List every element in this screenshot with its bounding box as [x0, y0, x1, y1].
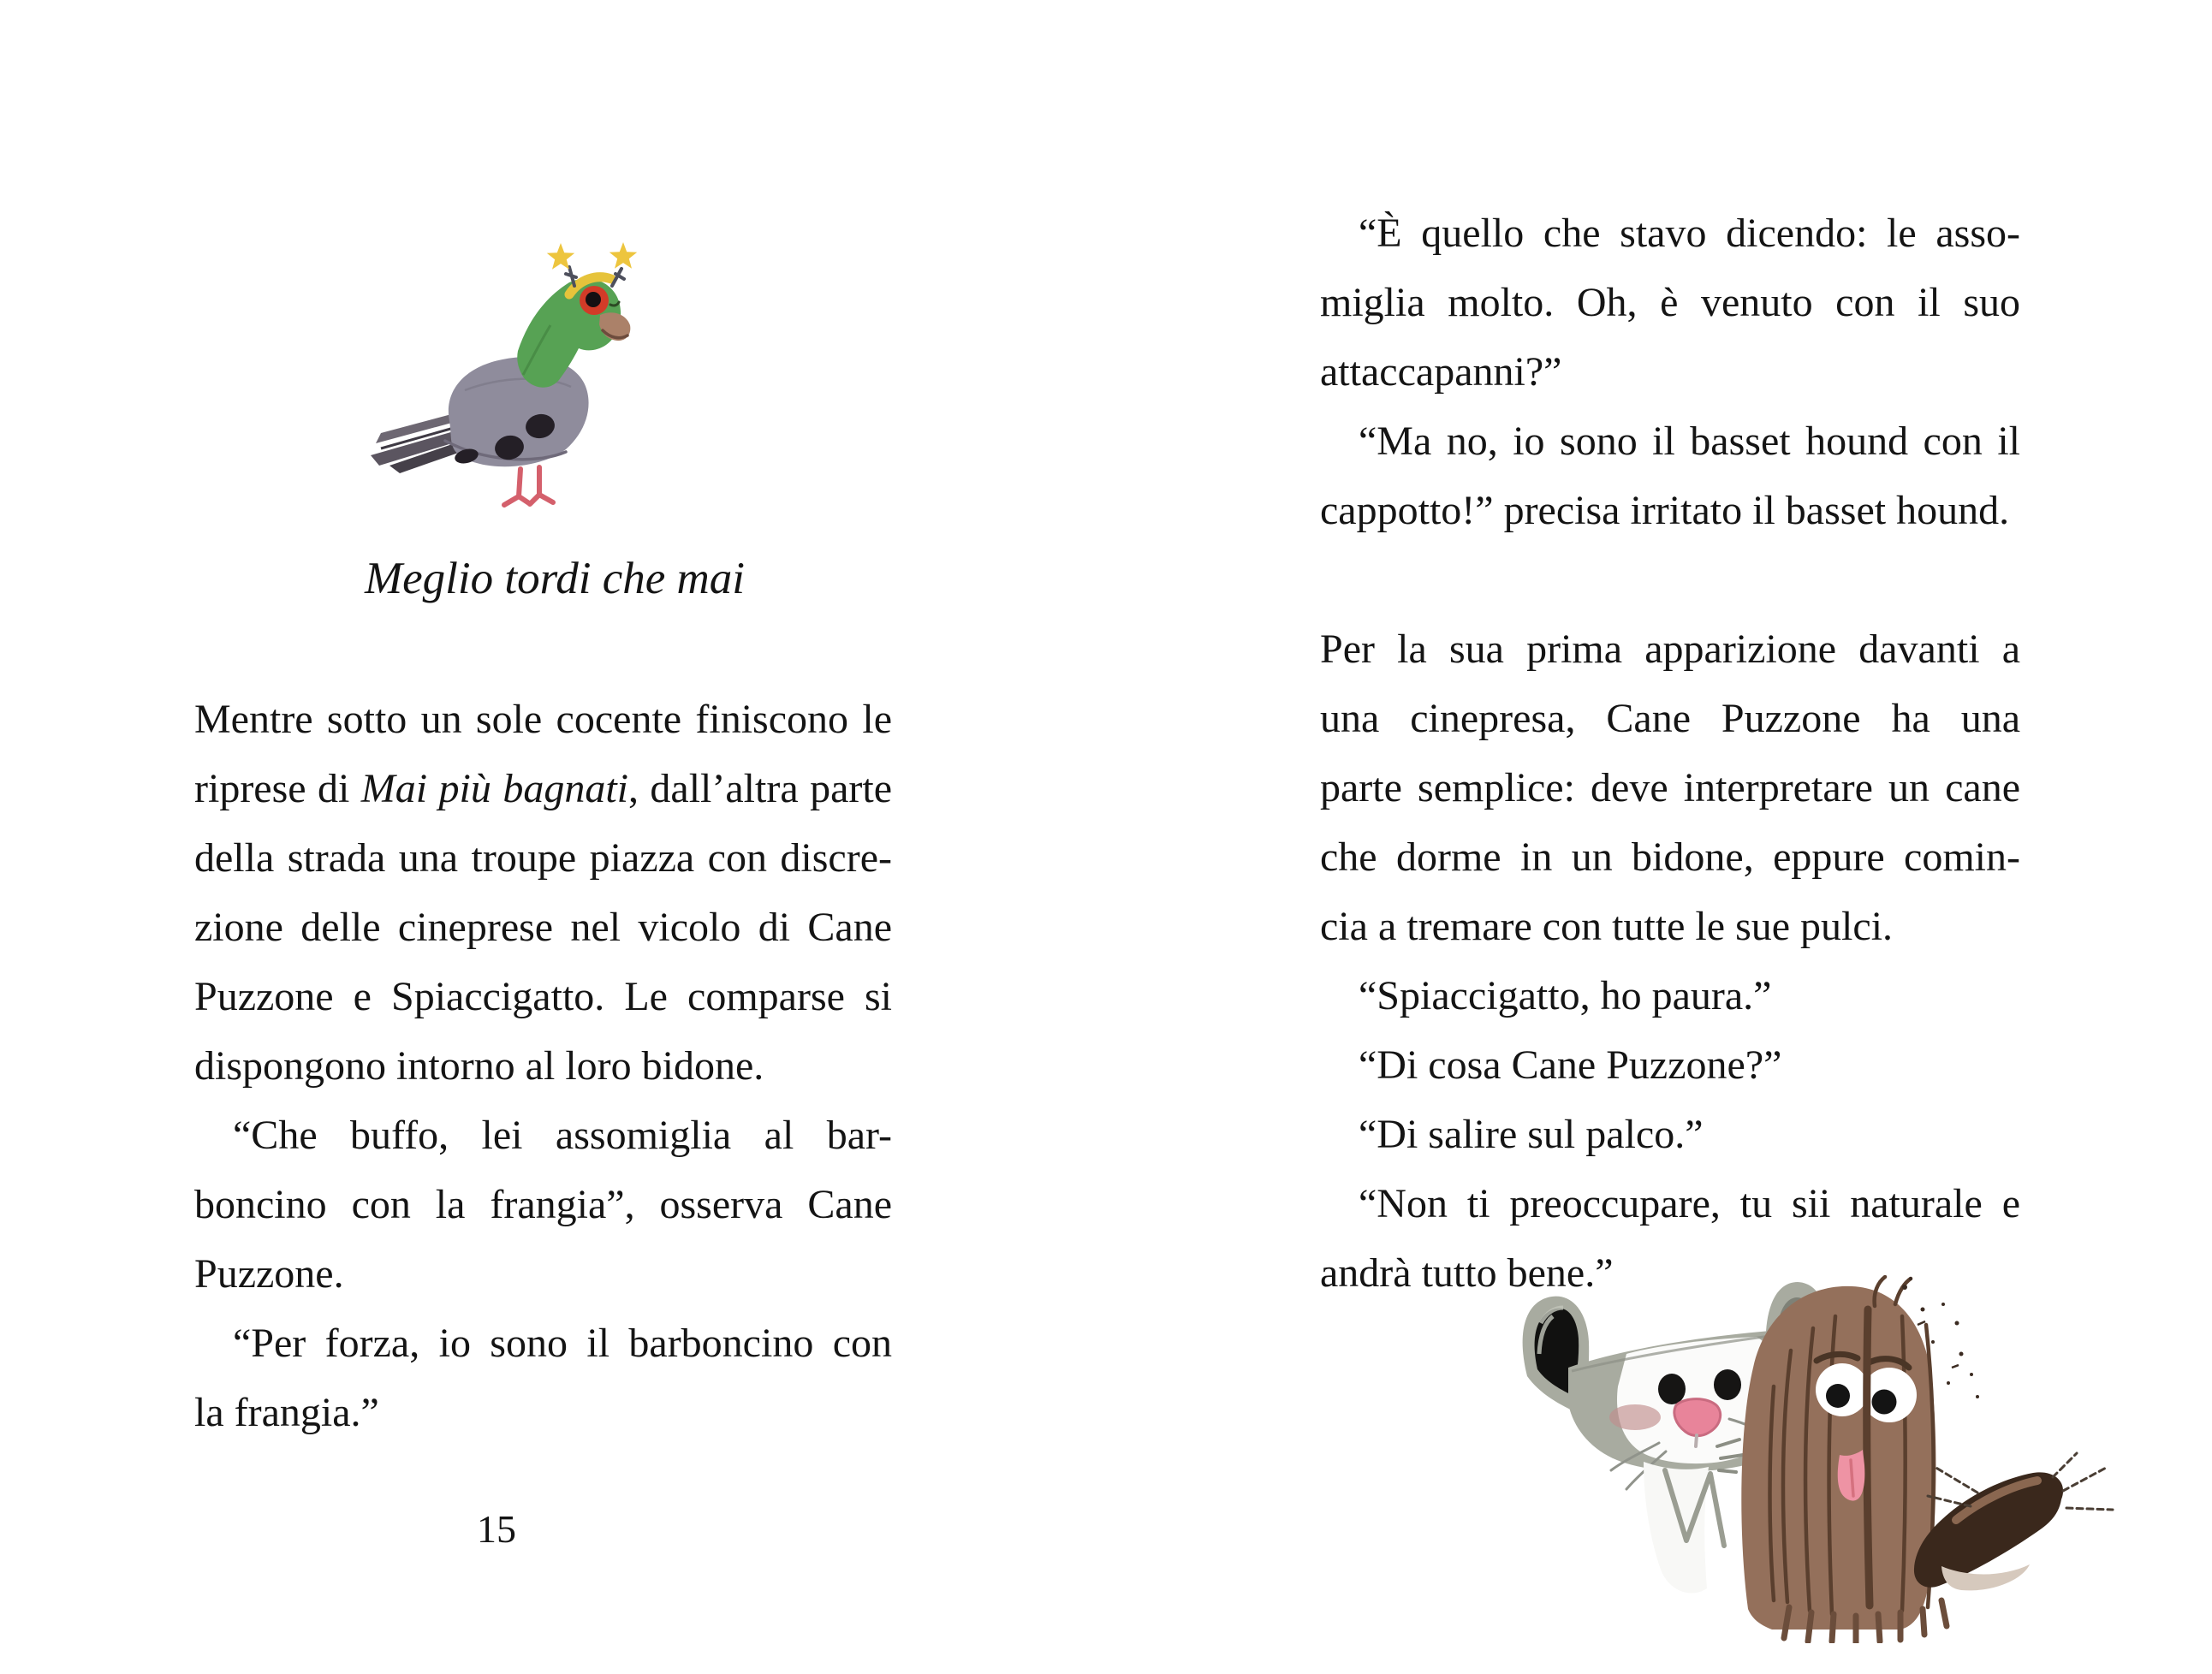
dialogue-line: andrà tutto bene.”	[1320, 1250, 1614, 1296]
dog-center-strand	[1867, 1309, 1870, 1606]
text-line: cia a tremare con tutte le sue pulci.	[1320, 904, 1894, 949]
illustration-caption: Meglio tordi che mai	[364, 554, 746, 603]
text-line: Per la sua prima apparizione davanti a	[1320, 626, 2020, 672]
text-line: cappotto!” precisa irritato il basset hound.	[1320, 488, 2010, 533]
text-line: “Per forza, io sono il barboncino con	[233, 1321, 892, 1366]
text-line: parte semplice: deve interpretare un cane	[1320, 765, 2020, 810]
dialogue-line: “Spiaccigatto, ho paura.”	[1359, 973, 1772, 1018]
dialogue-line: “Di cosa Cane Puzzone?”	[1359, 1042, 1782, 1088]
dog-snout	[1914, 1472, 2063, 1590]
text-line: che dorme in un bidone, eppure comin-	[1320, 834, 2020, 880]
text-line: “Ma no, io sono il basset hound con il	[1359, 418, 2020, 464]
dialogue-line: “Di salire sul palco.”	[1359, 1112, 1704, 1157]
page-number: 15	[477, 1507, 516, 1551]
text-line: “È quello che stavo dicendo: le asso-	[1359, 211, 2020, 256]
text-line: una cinepresa, Cane Puzzone ha una	[1320, 696, 2020, 741]
text-line: miglia molto. Oh, è venuto con il suo	[1320, 280, 2020, 325]
pigeon-legs	[504, 467, 553, 505]
dog	[1741, 1277, 2113, 1643]
text-line: della strada una troupe piazza con discre-	[194, 835, 892, 881]
dog-tongue	[1838, 1450, 1865, 1501]
star-icon	[609, 242, 637, 269]
cat-and-dog-illustration	[1515, 1275, 2123, 1643]
text-run: , dall’altra parte	[627, 766, 892, 811]
text-line: zione delle cineprese nel vicolo di Cane	[194, 905, 892, 950]
text-line	[194, 754, 892, 823]
text-line: la frangia.”	[194, 1390, 379, 1435]
dialogue-line: “Non ti preoccupare, tu sii naturale e	[1359, 1181, 2020, 1226]
text-line: boncino con la frangia”, osserva Cane	[194, 1182, 892, 1227]
left-page-text-column	[194, 685, 892, 1447]
right-page-text-column	[1320, 199, 2020, 1308]
pigeon-illustration	[364, 240, 646, 522]
text-line: dispongono intorno al loro bidone.	[194, 1043, 764, 1089]
star-icon	[547, 243, 574, 270]
text-line: “Che buffo, lei assomiglia al bar-	[233, 1113, 892, 1158]
text-line: Puzzone.	[194, 1251, 344, 1297]
text-line: Puzzone e Spiaccigatto. Le comparse si	[194, 974, 892, 1019]
text-line: attaccapanni?”	[1320, 349, 1562, 395]
text-line: Mentre sotto un sole cocente finiscono le	[194, 697, 892, 742]
book-title-italic: Mai più bagnati	[360, 766, 628, 811]
paragraph-gap	[1320, 545, 2020, 614]
text-run: riprese di	[194, 766, 361, 811]
